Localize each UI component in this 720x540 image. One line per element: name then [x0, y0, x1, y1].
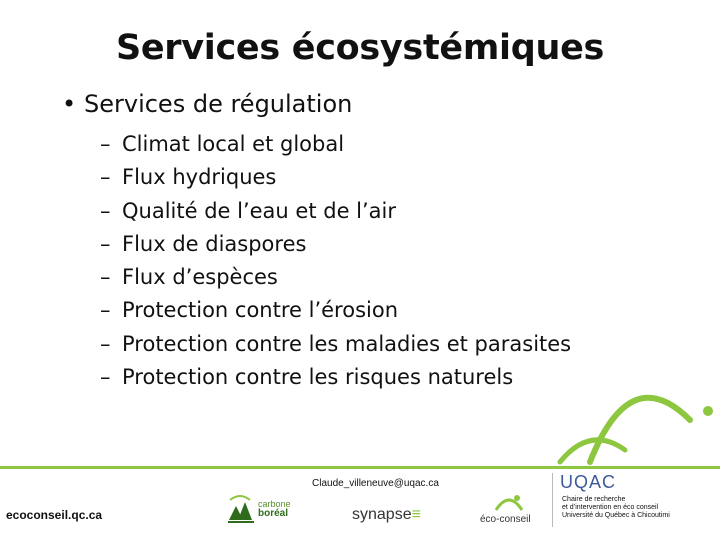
synapse-mark: ≡: [411, 506, 421, 523]
slide-title: Services écosystémiques: [115, 28, 605, 68]
dash-marker: –: [100, 298, 111, 323]
contact-email: Claude_villeneuve@uqac.ca: [312, 478, 439, 489]
carbone-boreal-tree-icon: [226, 494, 256, 526]
chaire-text: [562, 496, 670, 520]
dash-marker: –: [100, 231, 111, 256]
site-url: ecoconseil.qc.ca: [6, 508, 103, 522]
main-bullet-text: Services de régulation: [84, 90, 353, 118]
sub-bullet-text: Protection contre l’érosion: [122, 298, 399, 323]
dash-marker: –: [100, 365, 111, 390]
footer-divider: [0, 466, 720, 469]
sub-bullet-text: Qualité de l’eau et de l’air: [122, 198, 397, 223]
sub-bullet-text: Protection contre les maladies et parasites: [122, 331, 572, 356]
synapse-logo: [352, 506, 421, 524]
dash-marker: –: [100, 331, 111, 356]
sub-bullet-text: Flux d’espèces: [122, 265, 278, 290]
carbone-boreal-logo: [258, 500, 291, 518]
dash-marker: –: [100, 265, 111, 290]
uqac-logo: UQAC: [560, 472, 617, 492]
swoosh-dot: [703, 406, 713, 416]
sub-bullet-text: Flux de diaspores: [122, 231, 307, 256]
dash-marker: –: [100, 132, 111, 156]
chaire-line: et d’intervention en éco conseil: [562, 504, 659, 511]
dash-marker: –: [100, 165, 111, 190]
chaire-line: Université du Québec à Chicoutimi: [562, 512, 670, 519]
eco-conseil-logo: éco-conseil: [480, 514, 531, 525]
logo-divider: [552, 473, 553, 527]
chaire-line: Chaire de recherche: [562, 496, 626, 503]
sub-bullet-text: Climat local et global: [122, 132, 345, 156]
sub-bullet-text: Flux hydriques: [122, 165, 277, 190]
bullet-marker: •: [62, 90, 77, 118]
sub-bullet-text: Protection contre les risques naturels: [122, 365, 514, 390]
swoosh-arc: [590, 398, 690, 462]
eco-conseil-leaf-icon: [492, 490, 526, 514]
carbone-line1: carbone: [258, 499, 291, 509]
dash-marker: –: [100, 198, 111, 223]
carbone-line2: boréal: [258, 508, 289, 519]
synapse-text: synapse: [352, 506, 412, 523]
